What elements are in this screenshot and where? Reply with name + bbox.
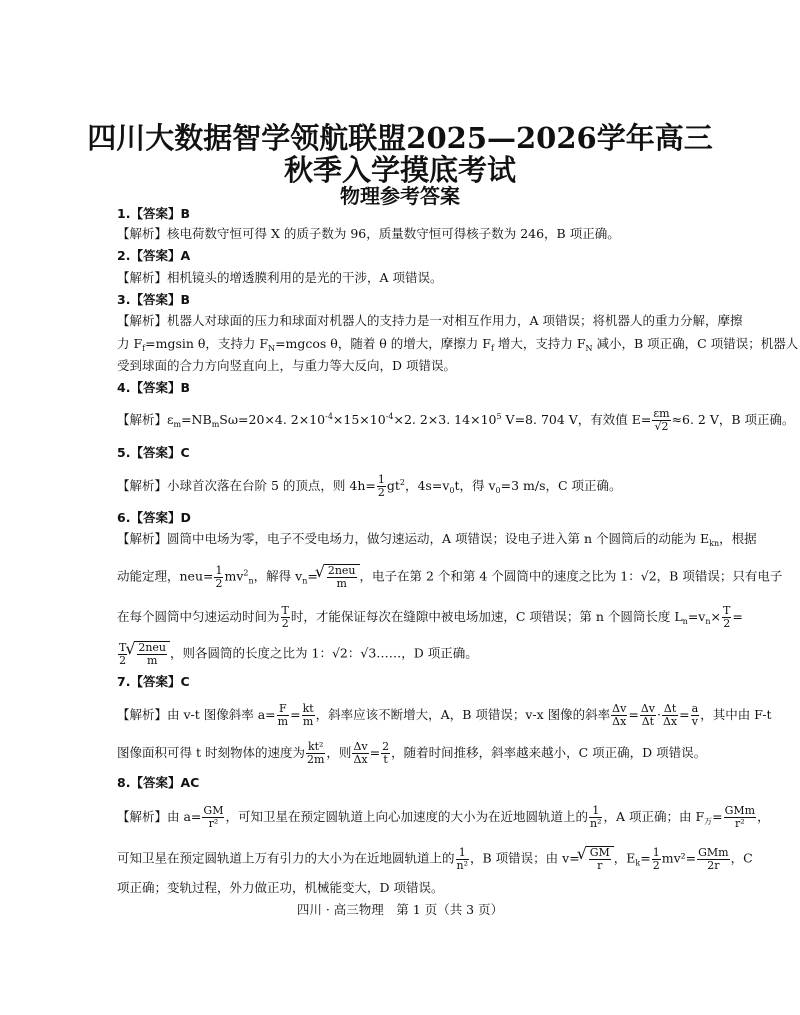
q7-explanation-line1: 【解析】由 v-t 图像斜率 a= $\frac{F}{m}$ = $\frac{kt}{m}$ ，斜率应该不断增大，A，B 项错误；v-x 图像的斜率 $\frac{\Delta v}{\Delta x}$ = $\frac{\Delta v}{\Delta t}$ · $\frac{\Delta t}{\Delta x}$ = $\frac{a}{v}$ ，其中由 F-t (117, 702, 772, 728)
subtitle: 物理参考答案 (340, 184, 460, 208)
q3-explanation-line2: 力 $F_f=mgsin$ θ，支持力 $F_N=mgcos$ θ，随着 θ 的增大，摩擦力 $F_f$ 增大，支持力 $F_N$ 减小，B 项正确，C 项错误；机器人 (117, 336, 799, 353)
exam-title-line2: 秋季入学摸底考试 (283, 153, 516, 187)
q1-explanation: 【解析】核电荷数守恒可得 X 的质子数为 96，质量数守恒可得核子数为 246，B 项正确。 (117, 226, 620, 241)
q4-fraction: $\frac{\varepsilon m}{√2}$ (653, 407, 670, 433)
q2-answer: 2.【答案】A (117, 248, 191, 263)
q3-explanation-line1: 【解析】机器人对球面的压力和球面对机器人的支持力是一对相互作用力，A 项错误；将机器人的重力分解，摩擦 (117, 313, 743, 328)
q8-explanation-line3: 项正确；变轨过程，外力做正功，机械能变大，D 项错误。 (117, 880, 444, 895)
q6-explanation-line3: 在每个圆筒中匀速运动时间为 $\frac{T}{2}$ 时，才能保证每次在缝隙中被电场加速，C 项错误；第 n 个圆筒长度 $L_n=v_n\times$ $\frac{T}{2}$ = (117, 604, 743, 630)
q3-answer: 3.【答案】B (117, 292, 190, 307)
q6-explanation-line1: 【解析】圆筒中电场为零，电子不受电场力，做匀速运动，A 项错误；设电子进入第 n 个圆筒后的动能为 $E_{kn}$，根据 (117, 531, 757, 548)
q6-explanation-line4: $\frac{T}{2}$ √ $\frac{\text{2neu}}{m}$ ，则各圆筒的长度之比为 1：√2：√3……，D 项正确。 (117, 641, 687, 667)
q7-explanation-line2: 图像面积可得 t 时刻物体的速度为 $\frac{\text{kt²}}{2m}$ ，则 $\frac{\Delta v}{\Delta x}$ = $\frac{2}{t}$ ，随着时间推移，斜率越来越小，C 项正确，D 项错误。 (117, 740, 707, 766)
q1-answer: 1.【答案】B (117, 206, 190, 221)
q5-answer: 5.【答案】C (117, 445, 190, 460)
page-footer: 四川 · 高三物理 第 1 页（共 3 页） (296, 902, 504, 917)
q7-answer: 7.【答案】C (117, 674, 190, 689)
q2-explanation: 【解析】相机镜头的增透膜利用的是光的干涉，A 项错误。 (117, 270, 443, 285)
q6-explanation-line2: 动能定理，neu= $\frac{1}{2}$ $mv^2_n$，解得 $v_n=$ √ $\frac{\text{2neu}}{m}$ ，电子在第 2 个和第 4 个圆筒中的速度之比为 1：√2，B 项错误；只有电子 (117, 564, 687, 590)
q3-explanation-line3: 受到球面的合力方向竖直向上，与重力等大反向，D 项错误。 (117, 358, 456, 373)
q6-answer: 6.【答案】D (117, 510, 191, 525)
q5-explanation: 【解析】小球首次落在台阶 5 的顶点，则 4h= $\frac{1}{2}$ $gt^2$，$4s=v_0t$，得 $v_0=3$ m/s，C 项正确。 (117, 473, 622, 499)
exam-title-line1: 四川大数据智学领航联盟2025—2026学年高三 (87, 121, 713, 155)
q4-explanation: 【解析】$\varepsilon_m=NB_mS\omega=20\times 4$. $2\times 10^{-4}\times 15\times 10^{-4}\times 2$. 2×3. $14\times 10^5$ V=8. 704 V，有效值 E= $\frac{\varepsilon m}{√2}$ ≈6. 2 V，B 项正确。 (117, 407, 795, 433)
q8-explanation-line1: 【解析】由 a= $\frac{GM}{\text{r²}}$ ，可知卫星在预定圆轨道上向心加速度的大小为在近地圆轨道上的 $\frac{1}{\text{n²}}$ ，A 项正确；由 $F_万=$ $\frac{\text{GMm}}{\text{r²}}$ ， (117, 804, 770, 830)
q8-answer: 8.【答案】AC (117, 775, 200, 790)
q8-explanation-line2: 可知卫星在预定圆轨道上万有引力的大小为在近地圆轨道上的 $\frac{1}{\text{n²}}$ ，B 项错误；由 v= √ $\frac{GM}{r}$ ，$E_k=$ $\frac{1}{2}$ mv²= $\frac{\text{GMm}}{2r}$ ，C (117, 846, 687, 872)
q4-answer: 4.【答案】B (117, 380, 190, 395)
